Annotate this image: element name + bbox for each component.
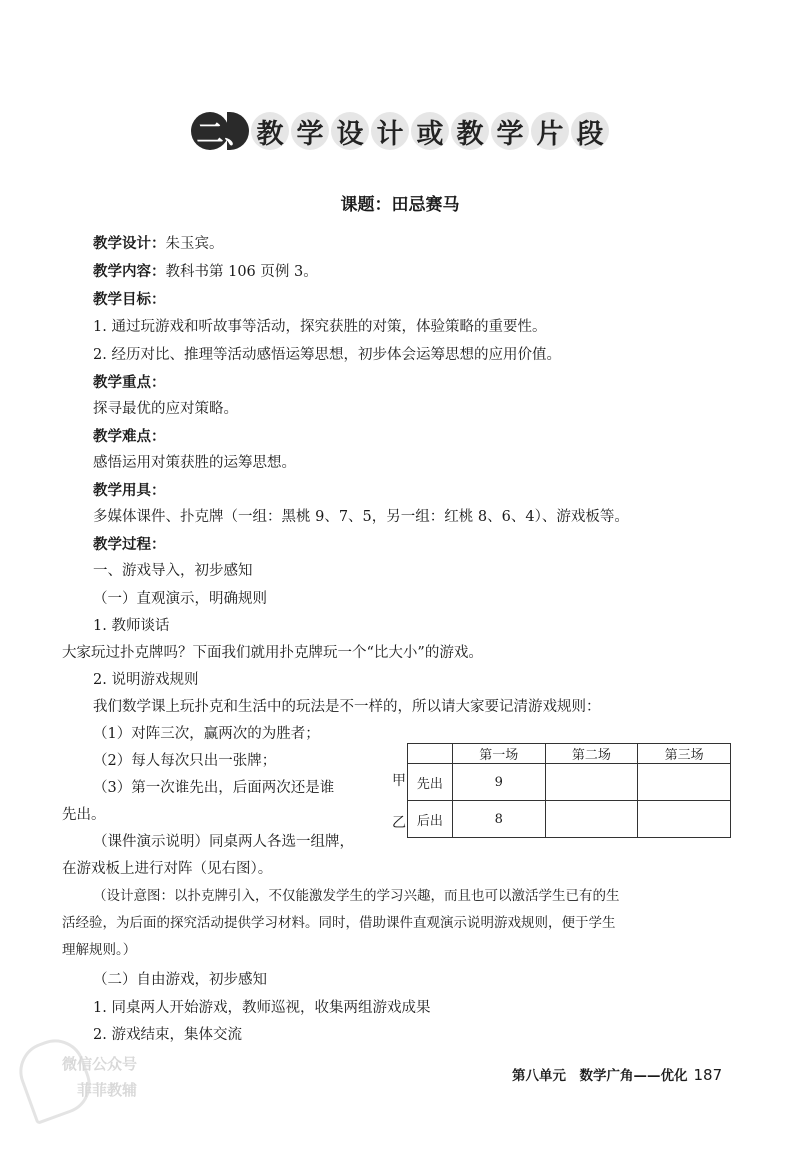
designer-line bbox=[93, 234, 224, 254]
process-sub2-step1: 1. 同桌两人开始游戏，教师巡视，收集两组游戏成果 bbox=[93, 1000, 431, 1016]
process-step2-text: 我们数学课上玩扑克和生活中的玩法是不一样的，所以请大家要记清游戏规则： bbox=[93, 699, 601, 715]
difficulty-label: 教学难点： bbox=[93, 429, 166, 445]
process-sub1: （一）直观演示，明确规则 bbox=[93, 591, 267, 607]
key-point-label: 教学重点： bbox=[93, 375, 166, 391]
banner-char: 设 bbox=[331, 112, 369, 150]
table-row bbox=[408, 801, 731, 838]
goal-item: 1. 通过玩游戏和听故事等活动，探究获胜的对策，体验策略的重要性。 bbox=[93, 319, 547, 335]
rule-1: （1）对阵三次，赢两次的为胜者； bbox=[93, 726, 320, 742]
key-point-value: 探寻最优的应对策略。 bbox=[93, 401, 238, 417]
footer-chapter: 第八单元 数学广角——优化 bbox=[512, 1068, 688, 1084]
table-cell bbox=[545, 764, 638, 801]
tools-value: 多媒体课件、扑克牌（一组：黑桃 9、7、5，另一组：红桃 8、6、4）、游戏板等。 bbox=[93, 509, 629, 525]
banner-char: 或 bbox=[411, 112, 449, 150]
designer-label: 教学设计： bbox=[93, 236, 166, 252]
design-intent-end: 理解规则。） bbox=[62, 942, 137, 958]
tools-heading bbox=[93, 481, 166, 501]
table-header-cell bbox=[408, 744, 453, 764]
design-intent-cont: 活经验，为后面的探究活动提供学习材料。同时，借助课件直观演示说明游戏规则，便于学生 bbox=[62, 915, 616, 931]
goal-item: 2. 经历对比、推理等活动感悟运筹思想，初步体会运筹思想的应用价值。 bbox=[93, 347, 561, 363]
table-cell: 8 bbox=[452, 801, 545, 838]
banner-char: 、 bbox=[227, 112, 249, 150]
watermark bbox=[22, 1040, 142, 1120]
banner-char: 段 bbox=[571, 112, 609, 150]
process-heading bbox=[93, 535, 166, 555]
row-label: 先出 bbox=[408, 764, 453, 801]
tools-label: 教学用具： bbox=[93, 483, 166, 499]
page-number: 187 bbox=[693, 1066, 723, 1084]
content-label: 教学内容： bbox=[93, 264, 166, 280]
table-cell bbox=[545, 801, 638, 838]
watermark-line1: 微信公众号 bbox=[62, 1055, 138, 1073]
content-value: 教科书第 106 页例 3。 bbox=[165, 264, 318, 280]
banner-char: 计 bbox=[371, 112, 409, 150]
rule-2: （2）每人每次只出一张牌； bbox=[93, 753, 277, 769]
difficulty-value: 感悟运用对策获胜的运筹思想。 bbox=[93, 455, 296, 471]
key-point-heading bbox=[93, 373, 166, 393]
rule-3-cont: 先出。 bbox=[62, 807, 106, 823]
row-label: 后出 bbox=[408, 801, 453, 838]
table-cell bbox=[638, 801, 731, 838]
difficulty-heading bbox=[93, 427, 166, 447]
banner-char: 二 bbox=[191, 112, 229, 150]
table-header-cell: 第一场 bbox=[452, 744, 545, 764]
goals-heading: 教学目标： bbox=[93, 292, 166, 308]
banner-char: 片 bbox=[531, 112, 569, 150]
process-step1-text: 大家玩过扑克牌吗？下面我们就用扑克牌玩一个“比大小”的游戏。 bbox=[62, 645, 483, 661]
page-footer bbox=[512, 1064, 722, 1084]
player-jia-label: 甲 bbox=[392, 773, 406, 789]
banner-char: 教 bbox=[251, 112, 289, 150]
table-cell: 9 bbox=[452, 764, 545, 801]
design-intent: （设计意图：以扑克牌引入，不仅能激发学生的学习兴趣，而且也可以激活学生已有的生 bbox=[93, 888, 620, 904]
process-section1: 一、游戏导入，初步感知 bbox=[93, 563, 253, 579]
banner-char: 学 bbox=[291, 112, 329, 150]
banner-char: 教 bbox=[451, 112, 489, 150]
rule-3: （3）第一次谁先出，后面两次还是谁 bbox=[93, 780, 335, 796]
process-sub2: （二）自由游戏，初步感知 bbox=[93, 972, 267, 988]
player-yi-label: 乙 bbox=[392, 815, 406, 831]
process-sub2-step2: 2. 游戏结束，集体交流 bbox=[93, 1027, 242, 1043]
table-row bbox=[408, 764, 731, 801]
table-header-cell: 第二场 bbox=[545, 744, 638, 764]
goals-label bbox=[93, 290, 166, 310]
table-cell bbox=[638, 764, 731, 801]
process-step1: 1. 教师谈话 bbox=[93, 618, 170, 634]
process-step2: 2. 说明游戏规则 bbox=[93, 672, 199, 688]
game-board-table bbox=[407, 743, 731, 838]
designer-value: 朱玉宾。 bbox=[165, 236, 224, 252]
demo-note: （课件演示说明）同桌两人各选一组牌， bbox=[93, 834, 354, 850]
table-header-cell: 第三场 bbox=[638, 744, 731, 764]
content-line bbox=[93, 262, 318, 282]
section-banner bbox=[0, 112, 800, 150]
banner-char: 学 bbox=[491, 112, 529, 150]
watermark-line2: 菲菲教辅 bbox=[77, 1081, 138, 1099]
table-header-row bbox=[408, 744, 731, 764]
process-label: 教学过程： bbox=[93, 537, 166, 553]
demo-note-cont: 在游戏板上进行对阵（见右图）。 bbox=[62, 861, 273, 877]
lesson-title: 课题：田忌赛马 bbox=[340, 195, 460, 215]
